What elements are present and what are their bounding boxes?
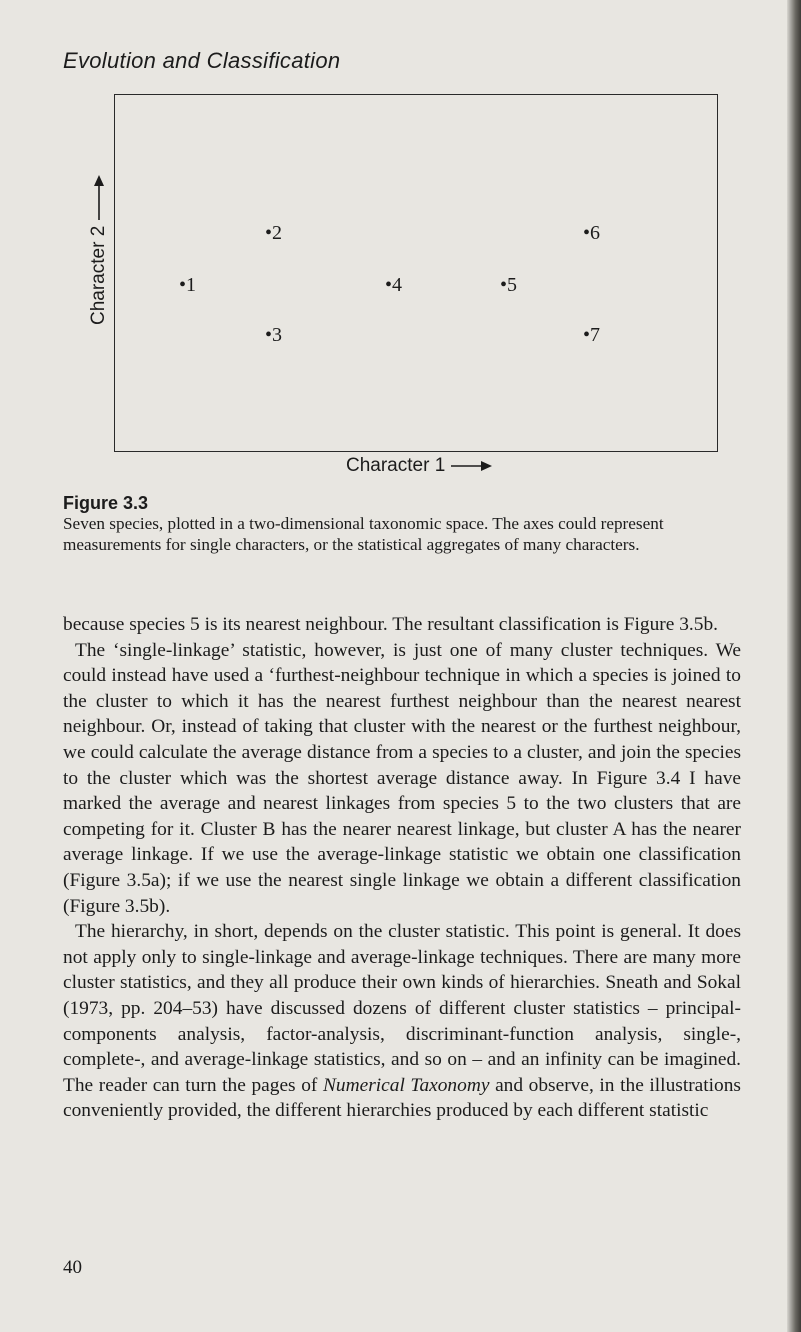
y-axis-label-text: Character 2 — [88, 225, 109, 325]
x-axis-label — [346, 455, 493, 477]
species-point-7: •7 — [583, 324, 601, 346]
species-point-5: •5 — [500, 274, 518, 296]
figure-caption: Seven species, plotted in a two-dimensional taxonomic space. The axes could represent measurements for single characters, or the statistical aggregates of many characters. — [63, 514, 664, 554]
species-point-6: •6 — [583, 222, 601, 244]
species-point-3: •3 — [265, 324, 283, 346]
paragraph-3-end: and observe, in the illustrations conveniently provided, the different hierarchies produced by each different statistic — [63, 1074, 741, 1122]
species-point-2: •2 — [265, 222, 283, 244]
paragraph-2: The ‘single-linkage’ statistic, however, is just one of many cluster techniques. We could instead have used a ‘furthest-neighbour technique in which a species is joined to the cluster to which it has the nearest furthest neighbour than the nearest nearest neighbour. Or, instead of taking that cluster with the nearest or the furthest neighbour, we could calculate the average distance from a species to a cluster, and join the species to the cluster which was the shortest average distance away. In Figure 3.4 I have marked the average and nearest linkages from species 5 to the two clusters that are competing for it. Cluster B has the nearer nearest linkage, but cluster A has the nearer average linkage. If we use the average-linkage statistic we obtain one classification (Figure 3.5a); if we use the nearest single linkage we obtain a different classification (Figure 3.5b). — [63, 639, 741, 917]
x-axis-label-text: Character 1 — [346, 455, 446, 476]
species-point-1: •1 — [179, 274, 197, 296]
running-head: Evolution and Classification — [63, 48, 341, 73]
scatter-plot-frame — [114, 94, 718, 452]
paragraph-1: because species 5 is its nearest neighbour. The resultant classification is Figure 3.5b. — [63, 614, 718, 635]
page-number: 40 — [63, 1257, 82, 1278]
body-text — [63, 612, 741, 1124]
species-point-4: •4 — [385, 274, 403, 296]
figure-label: Figure 3.3 — [63, 493, 149, 513]
y-axis-label — [88, 175, 110, 325]
paragraph-3-start: The hierarchy, in short, depends on the cluster statistic. This point is general. It does not apply only to single-linkage and average-linkage techniques. There are many more cluster statistics, and they all produce their own kinds of hierarchies. Sneath and Sokal (1973, pp. 204–53) have discussed dozens of different cluster statistics – principal-components analysis, factor-analysis, discriminant-function analysis, single-, complete-, and average-linkage statistics, and so on – and an infinity can be imagined. The reader can turn the pages of — [63, 921, 741, 1096]
arrow-right-icon — [93, 174, 105, 222]
arrow-right-icon — [449, 460, 493, 472]
page-edge-shadow — [787, 0, 801, 1332]
book-title-italic: Numerical Taxonomy — [322, 1074, 490, 1096]
paragraph-3 — [63, 919, 741, 1124]
